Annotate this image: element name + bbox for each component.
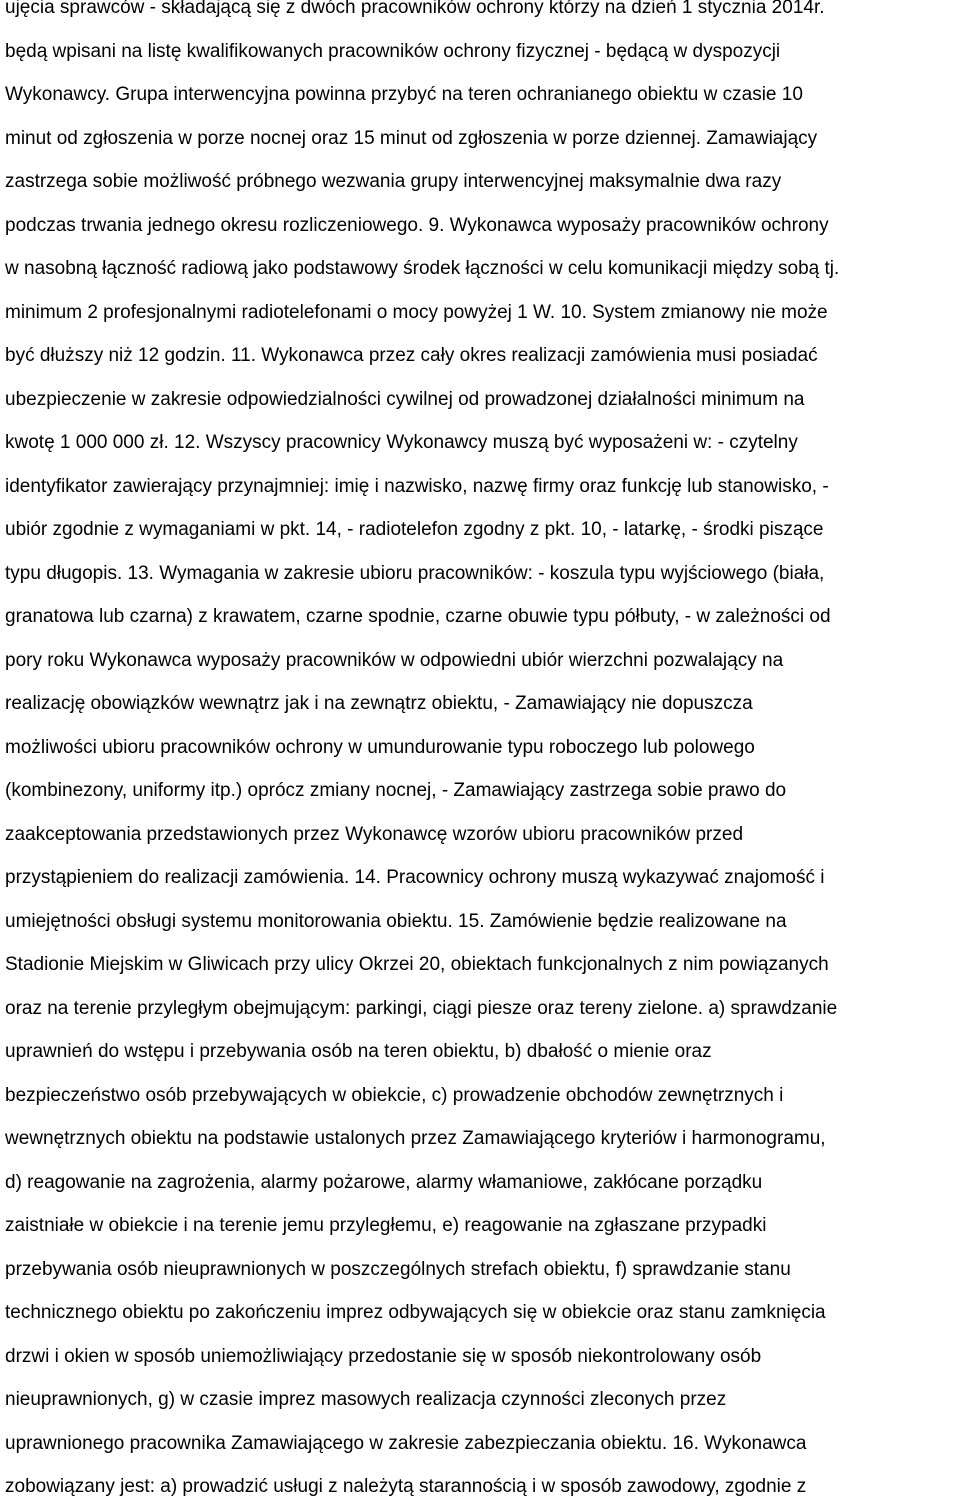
text-line: technicznego obiektu po zakończeniu imprez odbywających się w obiekcie oraz stanu zamknięcia [5,1302,826,1323]
text-line: (kombinezony, uniformy itp.) oprócz zmiany nocnej, - Zamawiający zastrzega sobie prawo do [5,780,787,801]
text-line: typu długopis. 13. Wymagania w zakresie ubioru pracowników: - koszula typu wyjściowego (biała, [5,563,825,584]
text-line: umiejętności obsługi systemu monitorowania obiektu. 15. Zamówienie będzie realizowane na [5,911,787,932]
text-line: ujęcia sprawców - składającą się z dwóch pracowników ochrony którzy na dzień 1 stycznia 2014r. [5,0,825,18]
text-line: Stadionie Miejskim w Gliwicach przy ulicy Okrzei 20, obiektach funkcjonalnych z nim powiązanych [5,954,829,975]
text-line: wewnętrznych obiektu na podstawie ustalonych przez Zamawiającego kryteriów i harmonogramu, [5,1128,826,1149]
text-line: minimum 2 profesjonalnymi radiotelefonami o mocy powyżej 1 W. 10. System zmianowy nie może [5,302,828,323]
text-line: zaistniałe w obiekcie i na terenie jemu przyległemu, e) reagowanie na zgłaszane przypadki [5,1215,767,1236]
text-line: być dłuższy niż 12 godzin. 11. Wykonawca przez cały okres realizacji zamówienia musi posiadać [5,345,818,366]
text-line: pory roku Wykonawca wyposaży pracowników w odpowiedni ubiór wierzchni pozwalający na [5,650,784,671]
text-line: oraz na terenie przyległym obejmującym: parkingi, ciągi piesze oraz tereny zielone. a) sprawdzanie [5,998,838,1019]
text-line: przystąpieniem do realizacji zamówienia. 14. Pracownicy ochrony muszą wykazywać znajomość i [5,867,825,888]
text-line: uprawnionego pracownika Zamawiającego w zakresie zabezpieczania obiektu. 16. Wykonawca [5,1433,807,1454]
text-line: ubiór zgodnie z wymaganiami w pkt. 14, - radiotelefon zgodny z pkt. 10, - latarkę, - środki piszące [5,519,824,540]
text-line: podczas trwania jednego okresu rozliczeniowego. 9. Wykonawca wyposaży pracowników ochrony [5,215,829,236]
text-line: przebywania osób nieuprawnionych w poszczególnych strefach obiektu, f) sprawdzanie stanu [5,1259,791,1280]
text-line: w nasobną łączność radiową jako podstawowy środek łączności w celu komunikacji między sobą tj. [5,258,840,279]
text-line: drzwi i okien w sposób uniemożliwiający przedostanie się w sposób niekontrolowany osób [5,1346,762,1367]
text-line: zobowiązany jest: a) prowadzić usługi z należytą starannością i w sposób zawodowy, zgodnie z [5,1476,807,1497]
text-line: zaakceptowania przedstawionych przez Wykonawcę wzorów ubioru pracowników przed [5,824,744,845]
text-line: nieuprawnionych, g) w czasie imprez masowych realizacja czynności zleconych przez [5,1389,727,1410]
text-line: uprawnień do wstępu i przebywania osób na teren obiektu, b) dbałość o mienie oraz [5,1041,712,1062]
text-line: bezpieczeństwo osób przebywających w obiekcie, c) prowadzenie obchodów zewnętrznych i [5,1085,784,1106]
text-line: zastrzega sobie możliwość próbnego wezwania grupy interwencyjnej maksymalnie dwa razy [5,171,782,192]
text-line: będą wpisani na listę kwalifikowanych pracowników ochrony fizycznej - będącą w dyspozycji [5,41,781,62]
text-line: d) reagowanie na zagrożenia, alarmy pożarowe, alarmy włamaniowe, zakłócane porządku [5,1172,763,1193]
text-line: realizację obowiązków wewnątrz jak i na zewnątrz obiektu, - Zamawiający nie dopuszcza [5,693,753,714]
text-line: ubezpieczenie w zakresie odpowiedzialności cywilnej od prowadzonej działalności minimum na [5,389,805,410]
text-line: kwotę 1 000 000 zł. 12. Wszyscy pracownicy Wykonawcy muszą być wyposażeni w: - czytelny [5,432,798,453]
text-line: identyfikator zawierający przynajmniej: imię i nazwisko, nazwę firmy oraz funkcję lub stanowisko, - [5,476,829,497]
text-line: Wykonawcy. Grupa interwencyjna powinna przybyć na teren ochranianego obiektu w czasie 10 [5,84,803,105]
text-line: możliwości ubioru pracowników ochrony w umundurowanie typu roboczego lub polowego [5,737,755,758]
text-line: granatowa lub czarna) z krawatem, czarne spodnie, czarne obuwie typu półbuty, - w zależności od [5,606,831,627]
text-line: minut od zgłoszenia w porze nocnej oraz 15 minut od zgłoszenia w porze dziennej. Zamawiający [5,128,818,149]
